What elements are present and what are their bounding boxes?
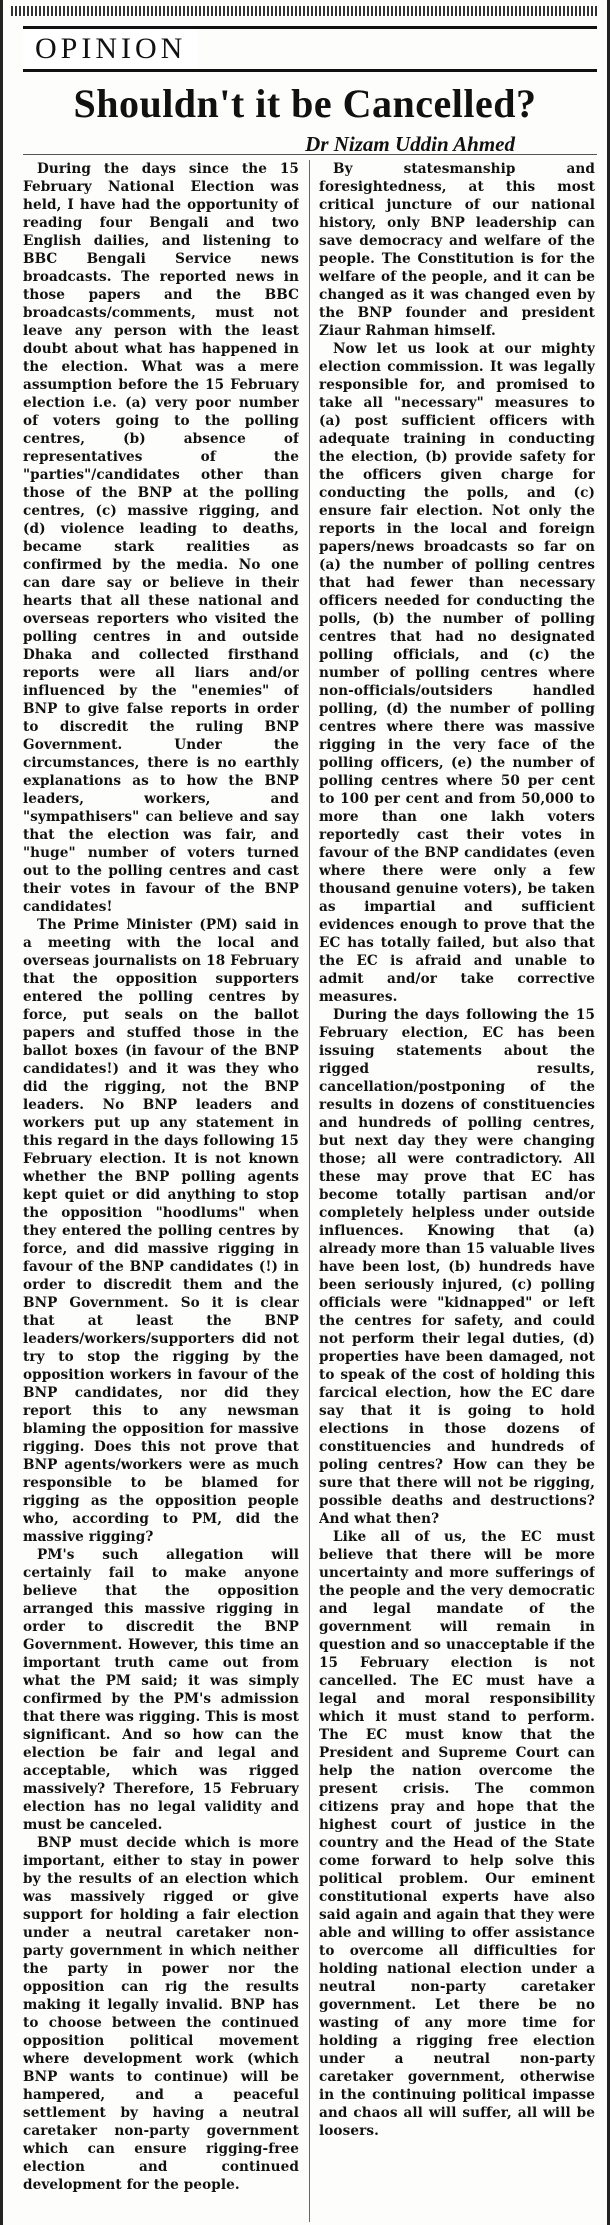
section-label: OPINION [23,29,198,69]
article-headline: Shouldn't it be Cancelled? [73,81,537,126]
paragraph: BNP must decide which is more important, either to stay in power by the results of an election which was massively rigged or give support for holding a fair election under a neutral caretaker non-party government in which neither the party in power nor the opposition can rig the results making it legally invalid. BNP has to choose between the continued opposition political movement where development work (which BNP wants to continue) will be hampered, and a peaceful settlement by having a neutral caretaker non-party government which can ensure rigging-free election and continued development for the people. [23,1835,299,2193]
author-byline: Dr Nizam Uddin Ahmed [305,132,515,156]
article-body [23,160,599,2222]
paragraph: During the days following the 15 February election, EC has been issuing statements about the rigged results, cancellation/postponing of the results in dozens of constituencies and hundreds of polling centres, but next day they were changing those; all were contradictory. All these may prove that EC has become totally partisan and/or completely helpless under outside influences. Knowing that (a) already more than 15 valuable lives have been lost, (b) hundreds have been seriously injured, (c) polling officials were "kidnapped" or left the centres for safety, and could not perform their legal duties, (d) properties have been damaged, not to speak of the cost of holding this farcical election, how the EC dare say that it is going to hold elections in those dozens of constituencies and hundreds of poling centres? How can they be sure that there will not be rigging, possible deaths and destructions? And what then? [319,1007,595,1527]
paragraph: Now let us look at our mighty election commission. It was legally responsible for, and promised to take all "necessary" measures to (a) post sufficient officers with adequate training in conducting the election, (b) provide safety for the officers given charge for conducting the polls, and (c) ensure fair election. Not only the reports in the local and foreign papers/news broadcasts so far on (a) the number of polling centres that had fewer than necessary officers needed for conducting the polls, (b) the number of polling centres that had no designated polling officials, and (c) the number of polling centres where non-officials/outsiders handled polling, (d) the number of polling centres where there was massive rigging in the very face of the polling officers, (e) the number of polling centres where 50 per cent to 100 per cent and from 50,000 to more than one lakh voters reportedly cast their votes in favour of the BNP candidates (even where there were only a few thousand genuine voters), be taken as impartial and sufficient evidences enough to prove that the EC has totally failed, but also that the EC is afraid and unable to admit and/or take corrective measures. [319,341,595,1005]
paragraph: The Prime Minister (PM) said in a meeting with the local and overseas journalists on 18 February that the opposition supporters entered the polling centres by force, put seals on the ballot papers and stuffed those in the ballot boxes (in favour of the BNP candidates!) and it was they who did the rigging, not the BNP leaders. No BNP leaders and workers put up any statement in this regard in the days following 15 February election. It is not known whether the BNP polling agents kept quiet or did anything to stop the opposition "hoodlums" when they entered the polling centres by force, and did massive rigging in favour of the BNP candidates (!) in order to discredit them and the BNP Government. So it is clear that at least the BNP leaders/workers/supporters did not try to stop the rigging by the opposition workers in favour of the BNP candidates, nor did they report this to any newsman blaming the opposition for massive rigging. Does this not prove that BNP agents/workers were as much responsible to be blamed for rigging as the opposition people who, according to PM, did the massive rigging? [23,917,299,1545]
paragraph: Like all of us, the EC must believe that there will be more uncertainty and more sufferings of the people and the very democratic and legal mandate of the government will remain in question and so unacceptable if the 15 February election is not cancelled. The EC must have a legal and moral responsibility which it must stand to perform. The EC must know that the President and Supreme Court can help the nation overcome the present crisis. The common citizens pray and hope that the highest court of justice in the country and the Head of the State come forward to help solve this political problem. Our eminent constitutional experts have also said again and again that they were able and willing to offer assistance to overcome all difficulties for holding national election under a neutral non-party caretaker government. Let there be no wasting of any more time for holding a rigging free election under a neutral non-party caretaker government, otherwise in the continuing political impasse and chaos all will suffer, all will be loosers. [319,1529,595,2139]
top-border-pattern [11,6,599,16]
left-column [23,160,299,2222]
section-header-bar [23,26,597,72]
paragraph: PM's such allegation will certainly fail to make anyone believe that the opposition arranged this massive rigging in order to discredit the BNP Government. However, this time an important truth came out from what the PM said; it was simply confirmed by the PM's admission that there was rigging. This is most significant. And so how can the election be fair and legal and acceptable, which was rigged massively? Therefore, 15 February election has no legal validity and must be canceled. [23,1547,299,1833]
column-divider [309,160,310,2222]
byline-divider [23,154,597,155]
right-column [319,160,595,2222]
paragraph: By statesmanship and foresightedness, at this most critical juncture of our national history, only BNP leadership can save democracy and welfare of the people. The Constitution is for the welfare of the people, and it can be changed as it was changed even by the BNP founder and president Ziaur Rahman himself. [319,161,595,339]
paragraph: During the days since the 15 February National Election was held, I have had the opportunity of reading four Bengali and two English dailies, and listening to BBC Bengali Service news broadcasts. The reported news in those papers and the BBC broadcasts/comments, must not leave any person with the least doubt about what has happened in the election. What was a mere assumption before the 15 February election i.e. (a) very poor number of voters going to the polling centres, (b) absence of representatives of the "parties"/candidates other than those of the BNP at the polling centres, (c) massive rigging, and (d) violence leading to deaths, became stark realities as confirmed by the media. No one can dare say or believe in their hearts that all these national and overseas reporters who visited the polling centres in and outside Dhaka and collected firsthand reports were all liars and/or influenced by the "enemies" of BNP to give false reports in order to discredit the ruling BNP Government. Under the circumstances, there is no earthly explanations as to how the BNP leaders, workers, and "sympathisers" can believe and say that the election was fair, and "huge" number of voters turned out to the polling centres and cast their votes in favour of the BNP candidates! [23,161,299,915]
